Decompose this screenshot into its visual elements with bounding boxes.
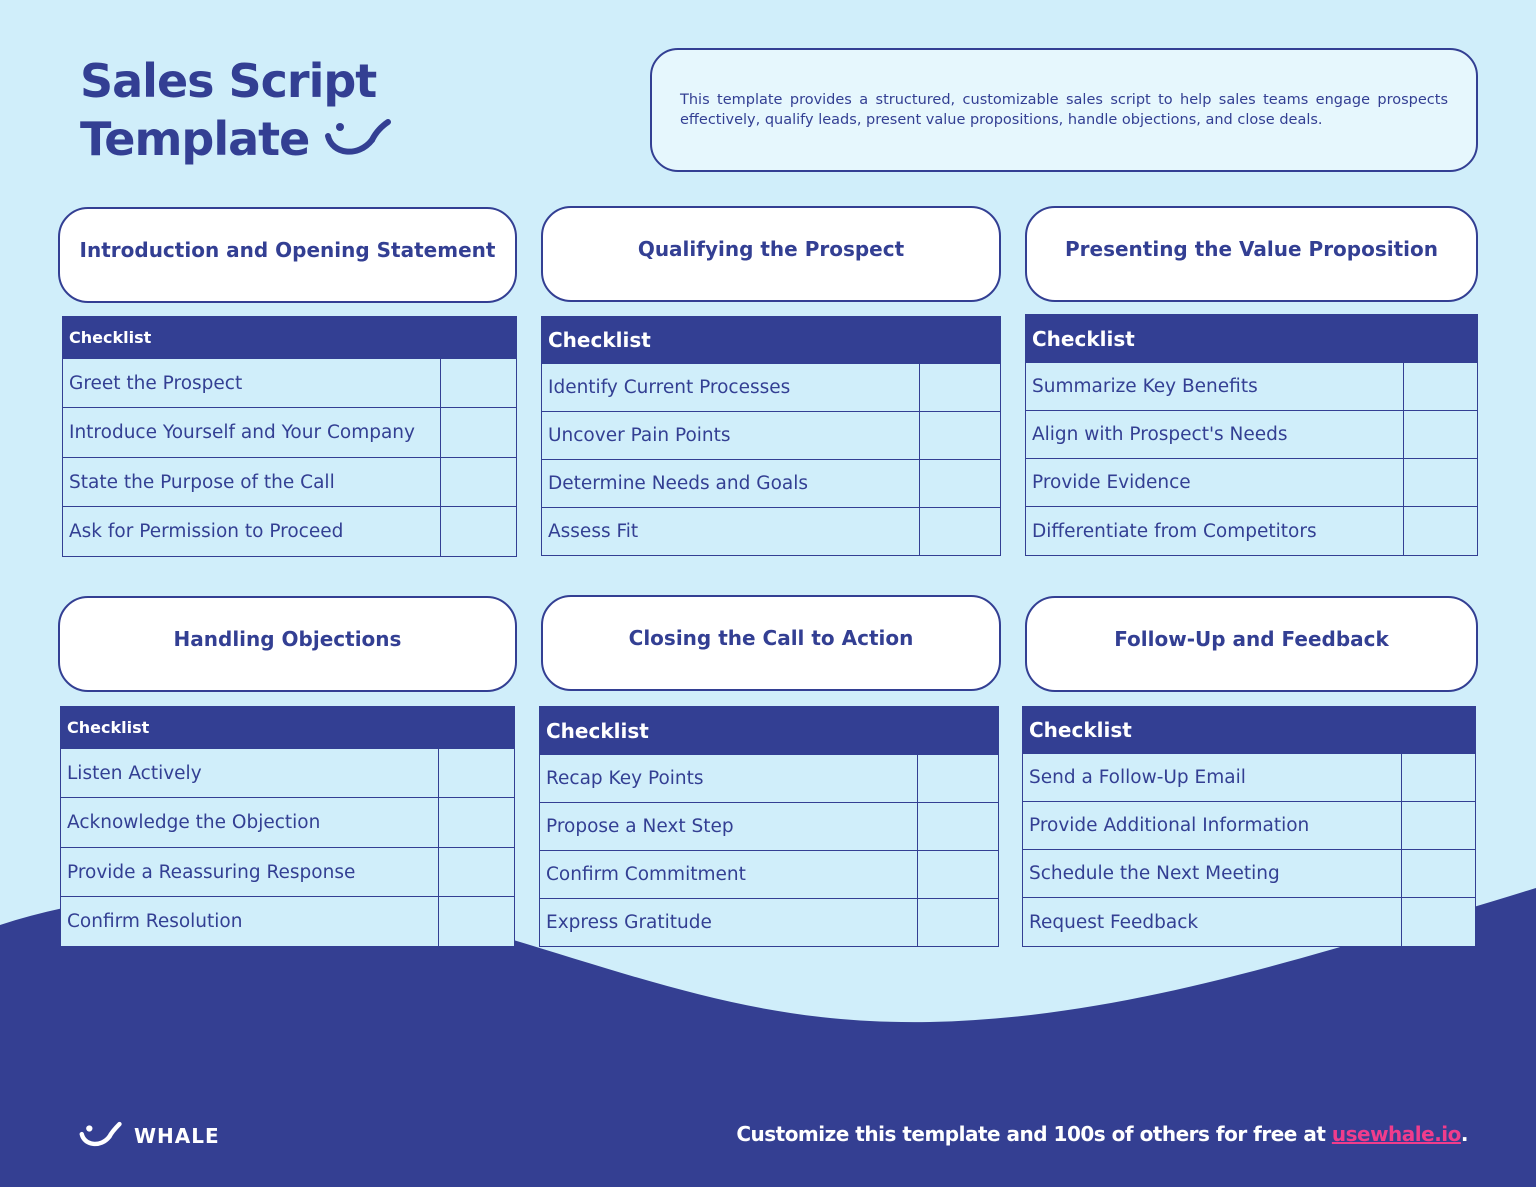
checklist-row — [541, 364, 1001, 412]
section-objections — [58, 596, 518, 948]
checklist-row — [60, 749, 515, 798]
checklist-item: Send a Follow-Up Email — [1023, 754, 1402, 801]
checklist-row — [62, 507, 517, 557]
checklist-item: Ask for Permission to Proceed — [63, 507, 441, 556]
section-value-proposition — [1025, 206, 1479, 558]
checklist-row — [60, 897, 515, 947]
brand-name: WHALE — [134, 1124, 220, 1148]
checklist-row — [1025, 459, 1478, 507]
checklist-row — [60, 798, 515, 848]
checklist-row — [1022, 850, 1476, 898]
checkbox-cell[interactable] — [920, 364, 1000, 411]
checklist-row — [539, 755, 999, 803]
checkbox-cell[interactable] — [920, 412, 1000, 459]
checklist-row — [541, 508, 1001, 556]
checklist-row — [1022, 754, 1476, 802]
checkbox-cell[interactable] — [918, 803, 998, 850]
checklist-item: Propose a Next Step — [540, 803, 918, 850]
checklist-row — [541, 460, 1001, 508]
checklist — [62, 316, 517, 557]
checkbox-cell[interactable] — [441, 359, 516, 407]
footer-brand[interactable] — [78, 1120, 220, 1152]
checklist-header: Checklist — [62, 316, 517, 359]
checklist-item: Listen Actively — [61, 749, 439, 797]
checklist-row — [1022, 802, 1476, 850]
checklist-row — [1025, 363, 1478, 411]
checklist-row — [1025, 507, 1478, 556]
checkbox-cell[interactable] — [439, 798, 514, 847]
checkbox-cell[interactable] — [1404, 507, 1477, 555]
section-qualifying — [541, 206, 1001, 558]
checklist-row — [1022, 898, 1476, 947]
description-text: This template provides a structured, customizable sales script to help sales teams engage prospects effectively, qualify leads, present value propositions, handle objections, and close deals. — [680, 92, 1448, 128]
checklist-row — [539, 899, 999, 947]
checklist-item: Identify Current Processes — [542, 364, 920, 411]
checklist-item: Recap Key Points — [540, 755, 918, 802]
checklist-item: Provide Additional Information — [1023, 802, 1402, 849]
description-box — [650, 48, 1478, 172]
section-title: Closing the Call to Action — [541, 595, 1001, 691]
checklist-row — [539, 851, 999, 899]
checkbox-cell[interactable] — [1402, 898, 1475, 946]
title-line-2: Template — [80, 112, 310, 166]
section-follow-up — [1025, 596, 1479, 948]
checklist-item: Provide Evidence — [1026, 459, 1404, 506]
footer-cta — [736, 1122, 1468, 1146]
checklist-item: Align with Prospect's Needs — [1026, 411, 1404, 458]
checkbox-cell[interactable] — [1404, 411, 1477, 458]
cta-end: . — [1460, 1122, 1468, 1146]
checkbox-cell[interactable] — [918, 851, 998, 898]
checklist — [541, 316, 1001, 556]
section-closing — [541, 595, 1001, 949]
checklist-item: Schedule the Next Meeting — [1023, 850, 1402, 897]
section-title: Follow-Up and Feedback — [1025, 596, 1478, 692]
checklist-header: Checklist — [1025, 314, 1478, 363]
checkbox-cell[interactable] — [441, 507, 516, 556]
checklist-item: State the Purpose of the Call — [63, 458, 441, 506]
checklist-item: Differentiate from Competitors — [1026, 507, 1404, 555]
checklist — [1022, 706, 1476, 947]
checklist — [539, 706, 999, 947]
whale-smile-icon — [322, 114, 392, 164]
checkbox-cell[interactable] — [439, 848, 514, 896]
checklist-item: Express Gratitude — [540, 899, 918, 946]
checklist-item: Acknowledge the Objection — [61, 798, 439, 847]
checklist — [1025, 314, 1478, 556]
checklist-item: Provide a Reassuring Response — [61, 848, 439, 896]
checklist-item: Determine Needs and Goals — [542, 460, 920, 507]
checklist-item: Uncover Pain Points — [542, 412, 920, 459]
checkbox-cell[interactable] — [1404, 363, 1477, 410]
checklist-item: Greet the Prospect — [63, 359, 441, 407]
checklist-item: Confirm Resolution — [61, 897, 439, 946]
checkbox-cell[interactable] — [1402, 850, 1475, 897]
checklist-header: Checklist — [541, 316, 1001, 364]
section-title: Handling Objections — [58, 596, 517, 692]
checklist-row — [60, 848, 515, 897]
checkbox-cell[interactable] — [439, 749, 514, 797]
checkbox-cell[interactable] — [920, 508, 1000, 555]
checklist-header: Checklist — [60, 706, 515, 749]
checklist-row — [62, 458, 517, 507]
checklist-row — [1025, 411, 1478, 459]
checkbox-cell[interactable] — [918, 755, 998, 802]
checkbox-cell[interactable] — [441, 458, 516, 506]
checkbox-cell[interactable] — [920, 460, 1000, 507]
checkbox-cell[interactable] — [1404, 459, 1477, 506]
whale-smile-icon — [78, 1120, 122, 1152]
checkbox-cell[interactable] — [1402, 754, 1475, 801]
checkbox-cell[interactable] — [439, 897, 514, 946]
checklist-item: Confirm Commitment — [540, 851, 918, 898]
section-title: Presenting the Value Proposition — [1025, 206, 1478, 302]
section-title: Introduction and Opening Statement — [58, 207, 517, 303]
section-introduction — [58, 207, 518, 559]
checklist-row — [62, 359, 517, 408]
section-title: Qualifying the Prospect — [541, 206, 1001, 302]
title-line-1: Sales Script — [80, 54, 377, 108]
checklist-header: Checklist — [539, 706, 999, 755]
checklist-item: Introduce Yourself and Your Company — [63, 408, 441, 457]
checklist-header: Checklist — [1022, 706, 1476, 754]
checkbox-cell[interactable] — [1402, 802, 1475, 849]
checklist-item: Request Feedback — [1023, 898, 1402, 946]
checkbox-cell[interactable] — [441, 408, 516, 457]
checklist-item: Assess Fit — [542, 508, 920, 555]
checklist-row — [541, 412, 1001, 460]
checkbox-cell[interactable] — [918, 899, 998, 946]
checklist-item: Summarize Key Benefits — [1026, 363, 1404, 410]
checklist — [60, 706, 515, 947]
checklist-row — [62, 408, 517, 458]
cta-text: Customize this template and 100s of others for free at — [736, 1122, 1332, 1146]
checklist-row — [539, 803, 999, 851]
cta-link[interactable]: usewhale.io — [1331, 1122, 1461, 1146]
